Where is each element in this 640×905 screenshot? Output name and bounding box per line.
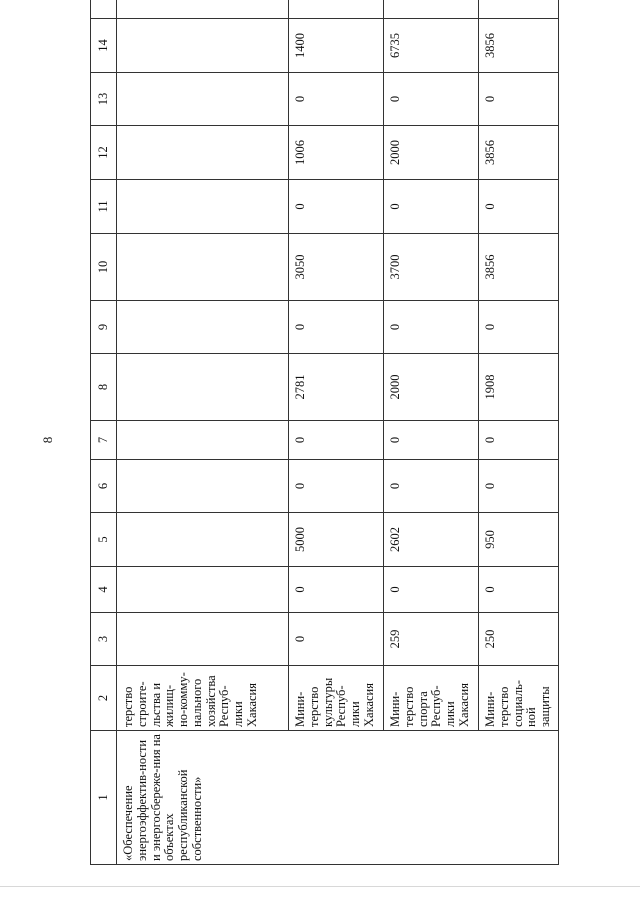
page-bottom-divider [0, 886, 640, 887]
value-cell: 0 [289, 460, 384, 513]
value-cell: 2781 [289, 354, 384, 421]
header-cell: 10 [91, 234, 117, 301]
agency-cell: Мини-терство культуры Респуб-лики Хакасия [289, 666, 384, 731]
table-row [117, 0, 289, 865]
value-cell: 3050 [289, 234, 384, 301]
value-cell: 0 [289, 301, 384, 354]
value-cell: 0 [289, 73, 384, 126]
value-cell: 0 [479, 301, 559, 354]
value-cell: 0 [384, 301, 479, 354]
header-cell: 13 [91, 73, 117, 126]
program-name-cell: «Обеспечение энергоэффектив-ности и энергосбереже-ния на объектах республиканской собственности» [117, 731, 559, 865]
rotated-table-container [90, 20, 552, 865]
header-cell: 5 [91, 513, 117, 567]
value-cell: 1908 [479, 354, 559, 421]
budget-table [90, 0, 559, 865]
agency-cell: Мини-терство социаль-ной защиты [479, 666, 559, 731]
value-cell: 1006 [289, 126, 384, 180]
value-cell: 3856 [479, 234, 559, 301]
value-cell: 0 [384, 180, 479, 234]
value-cell: 2602 [384, 513, 479, 567]
value-cell: 0 [289, 180, 384, 234]
page-number: 8 [40, 436, 55, 444]
value-cell: 0 [289, 421, 384, 460]
header-cell: 7 [91, 421, 117, 460]
header-cell: 6 [91, 460, 117, 513]
value-cell: 0 [479, 180, 559, 234]
value-cell: 0 [384, 567, 479, 613]
value-cell: 250 [479, 613, 559, 666]
value-cell: 1400 [289, 19, 384, 73]
value-cell: 0 [289, 567, 384, 613]
value-cell: 950 [479, 513, 559, 567]
header-cell: 1 [91, 731, 117, 865]
header-cell [91, 0, 117, 19]
value-cell: 3856 [479, 19, 559, 73]
value-cell: 2000 [384, 354, 479, 421]
value-cell: 0 [479, 421, 559, 460]
value-cell: 5000 [289, 513, 384, 567]
header-cell: 12 [91, 126, 117, 180]
header-cell: 3 [91, 613, 117, 666]
value-cell: 3700 [384, 234, 479, 301]
value-cell [289, 0, 384, 19]
value-cell: 259 [384, 613, 479, 666]
header-row [91, 0, 117, 865]
agency-cell: Мини-терство спорта Респуб-лики Хакасия [384, 666, 479, 731]
header-cell: 4 [91, 567, 117, 613]
header-cell: 14 [91, 19, 117, 73]
value-cell: 0 [384, 460, 479, 513]
header-cell: 8 [91, 354, 117, 421]
value-cell: 0 [479, 73, 559, 126]
value-cell: 6735 [384, 19, 479, 73]
header-cell: 2 [91, 666, 117, 731]
value-cell: 3856 [479, 126, 559, 180]
value-cell: 0 [479, 567, 559, 613]
value-cell: 0 [479, 460, 559, 513]
value-cell: 0 [289, 613, 384, 666]
agency-cell: терство строите-льства и жилищ-но-комму-нального хозяйства Респуб-лики Хакасия [117, 666, 289, 731]
value-cell: 0 [384, 421, 479, 460]
header-cell: 9 [91, 301, 117, 354]
value-cell [384, 0, 479, 19]
value-cell: 0 [384, 73, 479, 126]
value-cell: 2000 [384, 126, 479, 180]
header-cell: 11 [91, 180, 117, 234]
value-cell [479, 0, 559, 19]
